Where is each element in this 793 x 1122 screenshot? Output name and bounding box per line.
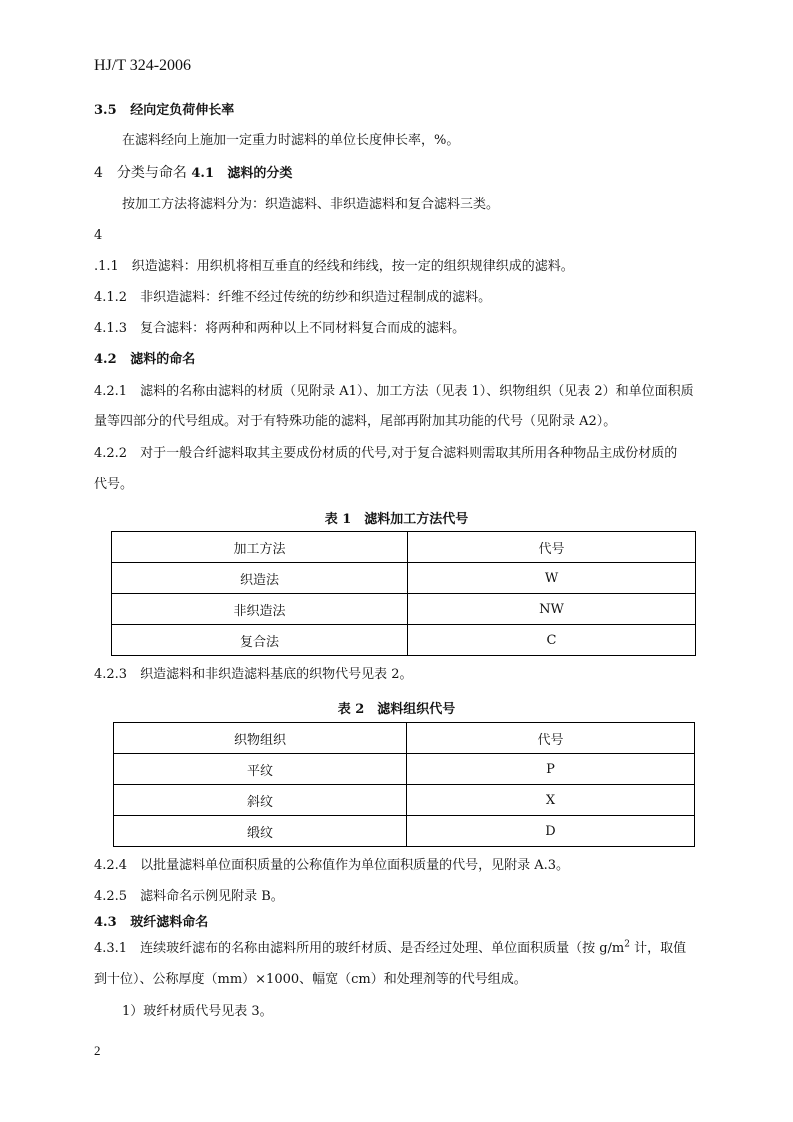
paragraph-4-2-5: 4.2.5 滤料命名示例见附录 B。 — [94, 889, 284, 904]
table-row — [112, 594, 696, 625]
table-cell: 平纹 — [114, 754, 407, 785]
table-header-row — [112, 532, 696, 563]
table-cell: C — [408, 625, 696, 656]
section-title: 经向定负荷伸长率 — [130, 103, 235, 118]
section-4-3-heading — [94, 914, 208, 932]
table-row — [114, 785, 695, 816]
table-header-cell: 代号 — [408, 532, 696, 563]
section-number: 4.1 — [191, 166, 214, 181]
table-row — [112, 563, 696, 594]
superscript: 2 — [624, 939, 630, 950]
table-cell: 织造法 — [112, 563, 408, 594]
stray-number: 4 — [94, 228, 103, 243]
paragraph-4-2-3: 4.2.3 织造滤料和非织造滤料基底的织物代号见表 2。 — [94, 667, 413, 682]
section-3-5-heading — [94, 102, 234, 120]
table-cell: W — [408, 563, 696, 594]
table-header-cell: 代号 — [407, 723, 695, 754]
paragraph-4-2-2-line2: 代号。 — [94, 477, 134, 492]
table-2 — [113, 722, 695, 847]
section-4-heading — [94, 163, 292, 184]
table-cell: X — [407, 785, 695, 816]
paragraph-4-3-1-line1 — [94, 940, 686, 958]
table-cell: NW — [408, 594, 696, 625]
table-cell: 缎纹 — [114, 816, 407, 847]
document-header: HJ/T 324-2006 — [94, 57, 192, 74]
section-title: 玻纤滤料命名 — [130, 915, 209, 930]
paragraph-4-1-3: 4.1.3 复合滤料：将两种和两种以上不同材料复合而成的滤料。 — [94, 321, 466, 336]
section-4-2-heading — [94, 351, 195, 369]
table-1 — [111, 531, 696, 656]
table-cell: 复合法 — [112, 625, 408, 656]
text-segment: 4.3.1 连续玻纤滤布的名称由滤料所用的玻纤材质、是否经过处理、单位面积质量（按 g/m — [94, 941, 625, 956]
table-header-cell: 织物组织 — [114, 723, 407, 754]
section-number: 4.3 — [94, 915, 117, 930]
paragraph-4-2-4: 4.2.4 以批量滤料单位面积质量的公称值作为单位面积质量的代号，见附录 A.3。 — [94, 858, 570, 873]
table-cell: 非织造法 — [112, 594, 408, 625]
paragraph-4-2-2-line1: 4.2.2 对于一般合纤滤料取其主要成份材质的代号,对于复合滤料则需取其所用各种物品主成份材质的 — [94, 446, 678, 461]
text-segment: 计，取值 — [629, 941, 687, 956]
section-title: 滤料的命名 — [130, 352, 196, 367]
paragraph-4-1: 按加工方法将滤料分为：织造滤料、非织造滤料和复合滤料三类。 — [122, 197, 500, 212]
section-number: 3.5 — [94, 103, 117, 118]
table-header-cell: 加工方法 — [112, 532, 408, 563]
page-number: 2 — [94, 1043, 101, 1058]
table-row — [114, 754, 695, 785]
section-3-5-body: 在滤料经向上施加一定重力时滤料的单位长度伸长率，%。 — [122, 133, 460, 148]
table-header-row — [114, 723, 695, 754]
table-1-caption: 表 1 滤料加工方法代号 — [324, 512, 469, 527]
table-row — [112, 625, 696, 656]
paragraph-4-1-2: 4.1.2 非织造滤料：纤维不经过传统的纺纱和织造过程制成的滤料。 — [94, 290, 492, 305]
paragraph-4-2-1-line2: 量等四部分的代号组成。对于有特殊功能的滤料，尾部再附加其功能的代号（见附录 A2）。 — [94, 414, 617, 429]
chapter-title: 4 分类与命名 — [94, 165, 187, 181]
section-number: 4.2 — [94, 352, 117, 367]
section-title: 滤料的分类 — [227, 166, 293, 181]
paragraph-4-3-1-line2: 到十位）、公称厚度（mm）×1000、幅宽（cm）和处理剂等的代号组成。 — [94, 972, 527, 987]
table-row — [114, 816, 695, 847]
paragraph-4-2-1-line1: 4.2.1 滤料的名称由滤料的材质（见附录 A1）、加工方法（见表 1）、织物组织（见表 2）和单位面积质 — [94, 384, 694, 399]
list-item: 1）玻纤材质代号见表 3。 — [122, 1004, 273, 1019]
table-cell: D — [407, 816, 695, 847]
table-cell: P — [407, 754, 695, 785]
table-2-caption: 表 2 滤料组织代号 — [337, 702, 456, 717]
paragraph-4-1-1: .1.1 织造滤料：用织机将相互垂直的经线和纬线，按一定的组织规律织成的滤料。 — [94, 259, 574, 274]
table-cell: 斜纹 — [114, 785, 407, 816]
